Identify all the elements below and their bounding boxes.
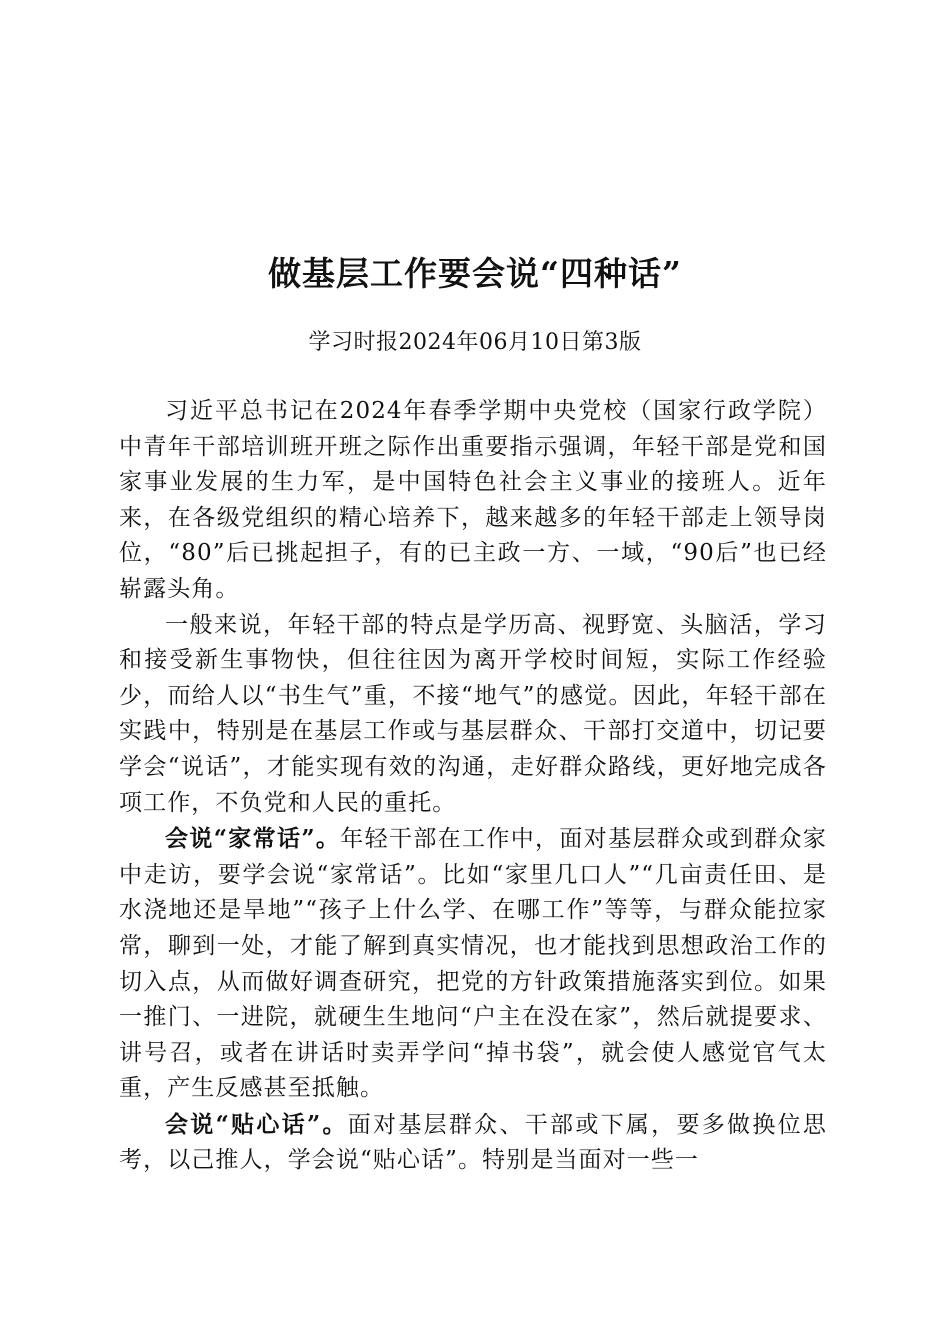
paragraph-3 bbox=[119, 821, 827, 1107]
paragraph-1 bbox=[119, 394, 827, 608]
paragraph-4-lead: 会说“贴心话”。 bbox=[165, 1110, 348, 1138]
paragraph-2 bbox=[119, 608, 827, 822]
paragraph-2-text: 一般来说，年轻干部的特点是学历高、视野宽、头脑活，学习和接受新生事物快，但往往因为离开学校时间短，实际工作经验少，而给人以“书生气”重，不接“地气”的感觉。因此，年轻干部在实践中，特别是在基层工作或与基层群众、干部打交道中，切记要学会“说话”，才能实现有效的沟通，走好群众路线，更好地完成各项工作，不负党和人民的重托。 bbox=[119, 611, 827, 816]
paragraph-4 bbox=[119, 1107, 827, 1179]
paragraph-1-text: 习近平总书记在2024年春季学期中央党校（国家行政学院）中青年干部培训班开班之际作出重要指示强调，年轻干部是党和国家事业发展的生力军，是中国特色社会主义事业的接班人。近年来，在各级党组织的精心培养下，越来越多的年轻干部走上领导岗位，“80”后已挑起担子，有的已主政一方、一域，“90后”也已经崭露头角。 bbox=[119, 398, 827, 602]
article-title: 做基层工作要会说“四种话” bbox=[268, 254, 682, 294]
article-body bbox=[119, 394, 827, 1179]
paragraph-3-text: 年轻干部在工作中，面对基层群众或到群众家中走访，要学会说“家常话”。比如“家里几口人”“几亩责任田、是水浇地还是旱地”“孩子上什么学、在哪工作”等等，与群众能拉家常，聊到一处，才能了解到真实情况，也才能找到思想政治工作的切入点，从而做好调查研究，把党的方针政策措施落实到位。如果一推门、一进院，就硬生生地问“户主在没在家”，然后就提要求、讲号召，或者在讲话时卖弄学问“掉书袋”，就会使人感觉官气太重，产生反感甚至抵触。 bbox=[119, 826, 828, 1102]
article-source-line: 学习时报2024年06月10日第3版 bbox=[308, 330, 642, 355]
paragraph-3-lead: 会说“家常话”。 bbox=[165, 825, 341, 853]
paragraph-4-text: 面对基层群众、干部或下属，要多做换位思考，以己推人，学会说“贴心话”。特别是当面对一些一 bbox=[119, 1111, 827, 1174]
